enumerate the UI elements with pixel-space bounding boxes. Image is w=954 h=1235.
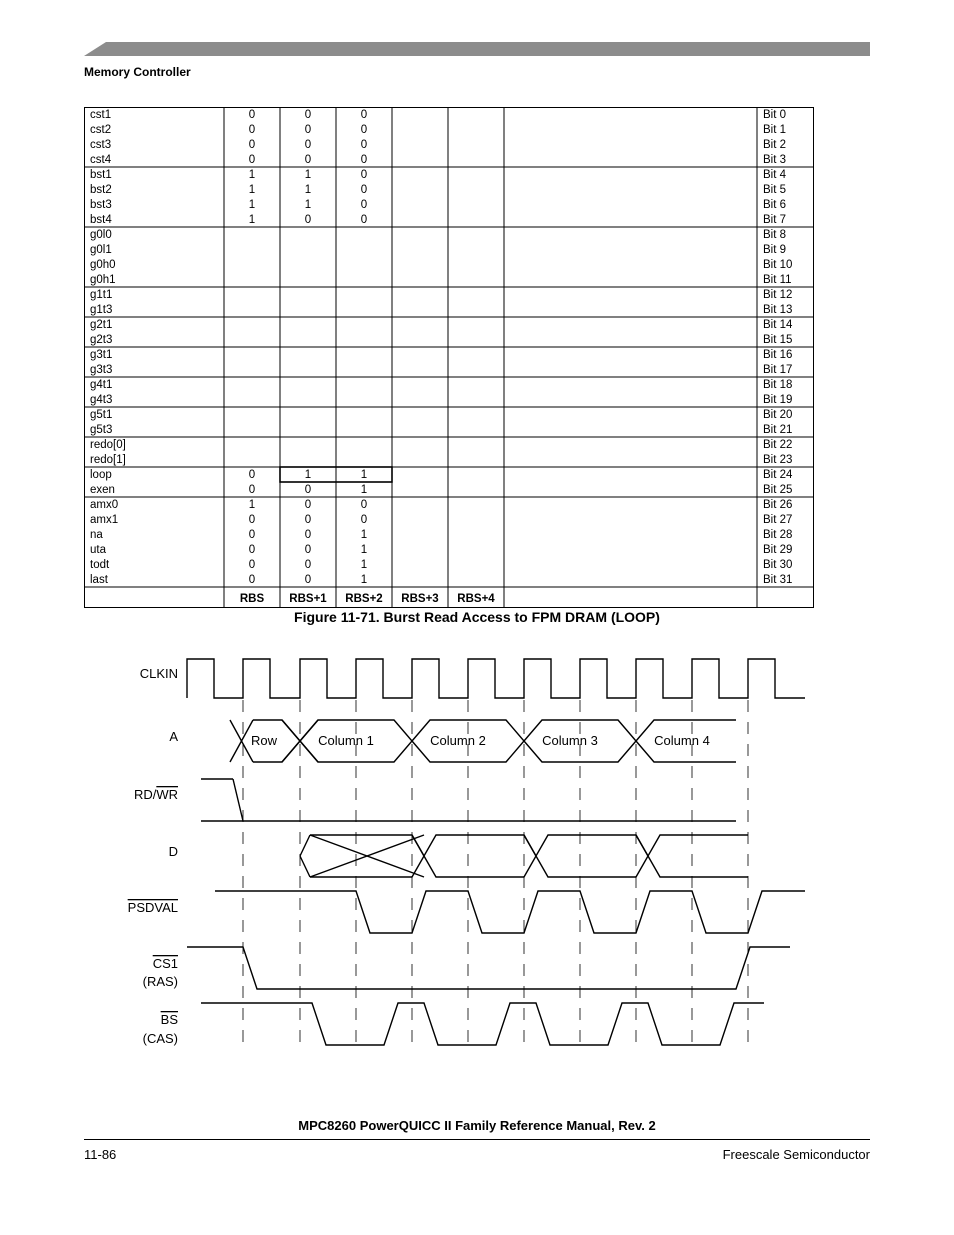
table-cell-value: 0 (248, 469, 256, 481)
table-row-name: last (90, 574, 108, 586)
table-column-label: RBS+3 (401, 593, 439, 605)
table-row-name: redo[0] (90, 439, 126, 451)
table-bit-label: Bit 25 (763, 484, 793, 496)
table-cell-value: 1 (304, 169, 312, 181)
signal-label-cs1: CS1 (152, 956, 178, 971)
table-cell-value: 0 (248, 544, 256, 556)
table-bit-label: Bit 17 (763, 364, 793, 376)
table-cell-value: 1 (248, 499, 256, 511)
table-bit-label: Bit 1 (763, 124, 787, 136)
table-row-name: loop (90, 469, 112, 481)
rdwr-waveform (201, 779, 736, 821)
table-cell-value: 0 (360, 199, 368, 211)
table-column-label: RBS+4 (457, 593, 495, 605)
table-bit-label: Bit 30 (763, 559, 793, 571)
timing-diagram (100, 640, 840, 1060)
table-row-name: g5t1 (90, 409, 113, 421)
table-bit-label: Bit 7 (763, 214, 787, 226)
table-border (85, 108, 814, 608)
table-bit-label: Bit 13 (763, 304, 793, 316)
table-cell-value: 0 (304, 559, 312, 571)
header-bar (84, 42, 870, 56)
table-cell-value: 1 (304, 199, 312, 211)
table-row-name: g3t1 (90, 349, 113, 361)
table-cell-value: 1 (248, 199, 256, 211)
address-label-column-1: Column 1 (318, 733, 374, 748)
signal-label-psdval: PSDVAL (127, 900, 178, 915)
table-bit-label: Bit 31 (763, 574, 793, 586)
table-bit-label: Bit 2 (763, 139, 787, 151)
table-cell-value: 0 (248, 154, 256, 166)
table-row-name: cst2 (90, 124, 112, 136)
table-cell-value: 1 (304, 184, 312, 196)
table-column-label: RBS+1 (289, 593, 327, 605)
address-label-column-3: Column 3 (542, 733, 598, 748)
table-cell-value: 1 (360, 529, 368, 541)
psdval-waveform (215, 891, 805, 933)
figure-caption: Figure 11-71. Burst Read Access to FPM DRAM (LOOP) (294, 609, 660, 625)
table-row-name: amx0 (90, 499, 119, 511)
table-row-name: bst2 (90, 184, 112, 196)
table-bit-label: Bit 19 (763, 394, 793, 406)
table-cell-value: 0 (248, 139, 256, 151)
table-bit-label: Bit 8 (763, 229, 787, 241)
table-cell-value: 1 (360, 469, 368, 481)
table-cell-value: 0 (304, 139, 312, 151)
table-bit-label: Bit 29 (763, 544, 793, 556)
table-cell-value: 0 (360, 214, 368, 226)
table-bit-label: Bit 26 (763, 499, 793, 511)
table-cell-value: 0 (304, 154, 312, 166)
table-row-name: bst1 (90, 169, 112, 181)
clkin-waveform (187, 659, 805, 698)
table-cell-value: 0 (360, 169, 368, 181)
signal-label-cas: (CAS) (142, 1031, 178, 1046)
table-cell-value: 0 (248, 529, 256, 541)
table-bit-label: Bit 21 (763, 424, 793, 436)
table-cell-value: 1 (360, 484, 368, 496)
table-row-name: g1t1 (90, 289, 113, 301)
table-cell-value: 1 (248, 184, 256, 196)
table-row-name: g0h1 (90, 274, 116, 286)
bs-cas-waveform (201, 1003, 764, 1045)
table-row-name: g4t1 (90, 379, 113, 391)
table-cell-value: 1 (304, 469, 312, 481)
table-cell-value: 0 (360, 124, 368, 136)
table-row-name: g0l1 (90, 244, 112, 256)
table-cell-value: 0 (304, 484, 312, 496)
signal-label-d: D (168, 844, 178, 859)
table-cell-value: 1 (360, 544, 368, 556)
cs1-ras-waveform (187, 947, 790, 989)
table-bit-label: Bit 9 (763, 244, 787, 256)
table-cell-value: 0 (360, 499, 368, 511)
table-row-name: g1t3 (90, 304, 113, 316)
table-cell-value: 0 (304, 124, 312, 136)
signal-label-bs: BS (160, 1012, 178, 1027)
timing-reference-lines (243, 700, 748, 1050)
signal-label-a: A (169, 729, 178, 744)
table-row-name: todt (90, 559, 110, 571)
table-row-name: exen (90, 484, 115, 496)
table-cell-value: 0 (248, 124, 256, 136)
table-row-name: cst4 (90, 154, 112, 166)
table-bit-label: Bit 27 (763, 514, 793, 526)
table-bit-label: Bit 6 (763, 199, 787, 211)
table-column-label: RBS+2 (345, 593, 383, 605)
table-bit-label: Bit 14 (763, 319, 793, 331)
address-label-column-4: Column 4 (654, 733, 710, 748)
table-cell-value: 0 (360, 109, 368, 121)
table-cell-value: 0 (304, 514, 312, 526)
table-bit-label: Bit 0 (763, 109, 787, 121)
table-row-name: g0h0 (90, 259, 116, 271)
table-row-name: cst1 (90, 109, 112, 121)
table-cell-value: 0 (304, 544, 312, 556)
table-bit-label: Bit 10 (763, 259, 793, 271)
address-label-row: Row (250, 733, 278, 748)
table-cell-value: 1 (248, 169, 256, 181)
table-bit-label: Bit 24 (763, 469, 793, 481)
table-row-name: g0l0 (90, 229, 112, 241)
table-bit-label: Bit 11 (763, 274, 792, 286)
table-row-name: g2t1 (90, 319, 113, 331)
company-name: Freescale Semiconductor (722, 1147, 870, 1162)
footer-rule (84, 1139, 870, 1140)
table-cell-value: 0 (304, 109, 312, 121)
signal-label-ras: (RAS) (142, 974, 178, 989)
table-cell-value: 1 (360, 559, 368, 571)
table-cell-value: 0 (360, 184, 368, 196)
table-cell-value: 0 (304, 529, 312, 541)
table-row-name: na (90, 529, 103, 541)
table-cell-value: 0 (248, 109, 256, 121)
table-cell-value: 0 (248, 559, 256, 571)
table-bit-label: Bit 5 (763, 184, 787, 196)
table-row-name: bst4 (90, 214, 112, 226)
table-row-name: g3t3 (90, 364, 113, 376)
table-bit-label: Bit 3 (763, 154, 787, 166)
table-row-name: redo[1] (90, 454, 126, 466)
table-row-name: g5t3 (90, 424, 113, 436)
table-bit-label: Bit 12 (763, 289, 793, 301)
section-title: Memory Controller (84, 65, 191, 79)
table-row-name: bst3 (90, 199, 112, 211)
table-row-name: g2t3 (90, 334, 113, 346)
address-label-column-2: Column 2 (430, 733, 486, 748)
table-bit-label: Bit 23 (763, 454, 793, 466)
table-row-name: cst3 (90, 139, 112, 151)
table-cell-value: 1 (248, 214, 256, 226)
table-column-label: RBS (239, 593, 265, 605)
table-bit-label: Bit 16 (763, 349, 793, 361)
table-cell-value: 0 (304, 574, 312, 586)
table-row-name: amx1 (90, 514, 119, 526)
table-cell-value: 0 (360, 154, 368, 166)
table-cell-value: 0 (304, 499, 312, 511)
table-row-name: g4t3 (90, 394, 113, 406)
table-bit-label: Bit 4 (763, 169, 787, 181)
signal-label-clkin: CLKIN (139, 666, 178, 681)
table-bit-label: Bit 22 (763, 439, 793, 451)
table-cell-value: 0 (248, 574, 256, 586)
table-cell-value: 0 (248, 484, 256, 496)
page-number: 11-86 (84, 1147, 117, 1162)
table-bit-label: Bit 20 (763, 409, 793, 421)
table-cell-value: 0 (248, 514, 256, 526)
table-bit-label: Bit 18 (763, 379, 793, 391)
table-bit-label: Bit 28 (763, 529, 793, 541)
table-cell-value: 0 (304, 214, 312, 226)
table-cell-value: 0 (360, 514, 368, 526)
table-bit-label: Bit 15 (763, 334, 793, 346)
table-cell-value: 1 (360, 574, 368, 586)
signal-label-rdwr: RD/WR (133, 787, 178, 802)
table-cell-value: 0 (360, 139, 368, 151)
ram-array-table (84, 107, 814, 608)
table-row-name: uta (90, 544, 106, 556)
footer-manual-title: MPC8260 PowerQUICC II Family Reference Manual, Rev. 2 (298, 1118, 656, 1133)
